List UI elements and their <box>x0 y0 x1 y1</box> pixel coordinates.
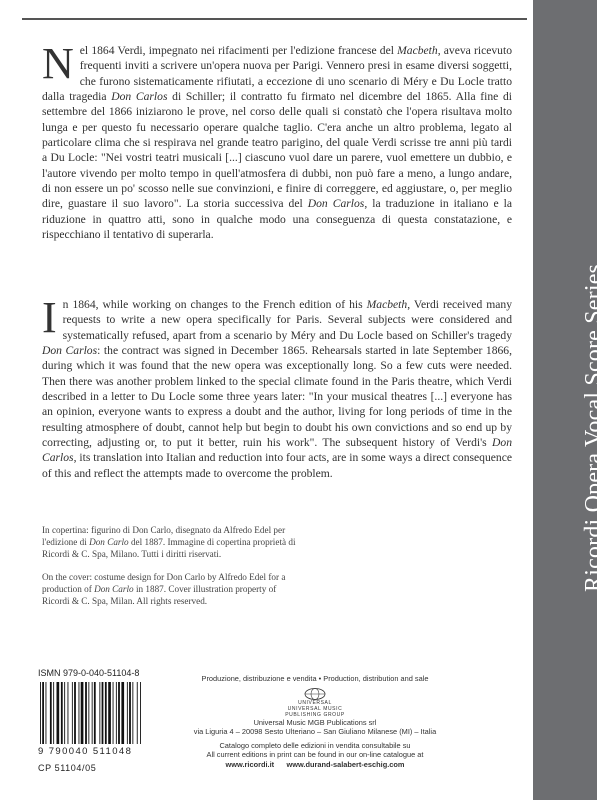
text-segment: in 1887. Cover illustration property of Ricordi & C. Spa, Milan. All rights reserved. <box>42 584 277 606</box>
text-segment: In copertina: figurino di Don Carlo, disegnato da Alfredo Edel per l'edizione di <box>42 525 286 547</box>
title-don-carlos: Don Carlos <box>42 436 512 465</box>
barcode-bar <box>42 682 44 744</box>
logo-subline: UNIVERSAL MUSIC <box>287 705 343 712</box>
barcode-bar <box>102 682 104 744</box>
barcode-bar <box>113 682 114 744</box>
barcode-bar <box>105 682 107 744</box>
barcode-bar <box>99 682 100 744</box>
barcode-bar <box>116 682 117 744</box>
catalogue-note-italian: Catalogo completo delle edizioni in vendita consultabile su <box>219 740 411 750</box>
title-don-carlo: Don Carlo <box>89 537 129 547</box>
barcode-bar <box>140 682 141 744</box>
text-segment: di Schiller; il contratto fu firmato nel dicembre del 1865. Alla fine di settembre del 1866 iniziarono le prove, nel corso delle quali si constatò che l'opera risultava molto lunga e per questo fu necessario operare qualche taglio. C'era anche un altro problema, legato al particolare clima che si respirava nel grande teatro parigino, del quale Verdi scrisse tre anni più tardi a Du Locle: "Nei vostri teatri musicali [...] ciascuno vuol dare un parere, vuol emettere un dubbio, e l'autore vivendo per molto tempo in quell'atmosfera di dubbi, non può fare a meno, a lungo andare, di non essere un po' scosso nelle sue convinzioni, e finire di correggere, ed aggiustare, o, per meglio dire, guastare il suo lavoro". La storia successiva del <box>42 90 512 211</box>
catalogue-note-english: All current editions in print can be found in our on-line catalogue at <box>206 750 424 760</box>
publisher-info <box>170 674 460 770</box>
barcode-bar <box>121 682 124 744</box>
barcode-bar <box>127 682 128 744</box>
barcode-bar <box>85 682 87 744</box>
title-macbeth: Macbeth <box>366 298 408 311</box>
dropcap-italian: N <box>42 39 74 88</box>
series-sidebar <box>533 0 607 800</box>
distribution-line: Produzione, distribuzione e vendita • Production, distribution and sale <box>201 674 429 683</box>
barcode-bar <box>118 682 120 744</box>
barcode-bar <box>79 682 80 744</box>
barcode-bar <box>46 682 47 744</box>
text-segment: el 1864 Verdi, impegnato nei rifacimenti per l'edizione francese del <box>79 44 398 57</box>
barcode-bar <box>72 682 73 744</box>
barcode-bar <box>108 682 111 744</box>
logo-wordmark: UNIVERSAL <box>298 699 332 706</box>
english-text <box>42 293 513 481</box>
barcode-bar <box>94 682 96 744</box>
barcode-bar <box>40 682 41 744</box>
top-rule <box>22 18 527 20</box>
title-don-carlos: Don Carlos <box>42 344 98 358</box>
barcode-bar <box>53 682 54 744</box>
ricordi-link[interactable]: www.ricordi.it <box>225 759 275 769</box>
barcode-digits: 9 790040 511048 <box>38 746 133 757</box>
barcode-block <box>38 668 176 778</box>
barcode-bar <box>64 682 65 744</box>
barcode-bar <box>132 682 133 744</box>
text-segment: del 1887. Immagine di copertina proprietà di Ricordi & C. Spa, Milano. Tutti i diritti riservati. <box>42 537 296 559</box>
company-name: Universal Music MGB Publications srl <box>253 717 377 727</box>
barcode-bar <box>50 682 52 744</box>
text-segment: , Verdi received many requests to write a new opera specifically for Paris. Several subjects were considered and systematically refused, apart from a scenario by Méry and Du Locle based on Schiller's tragedy <box>62 298 513 342</box>
text-segment: : the contract was signed in December 1865. Rehearsals started in late September 1866, during which it was found that the new opera was exceptionally long. So a few cuts were needed. Then there was another problem linked to the special climate found in the Paris theatre, which Verdi described in a letter to Du Locle some three years later: "In your musical theatres [...] everyone has an opinion, everyone wants to express a doubt and the author, living for long periods of time in the resulting atmosphere of doubt, cannot help but begin to doubt his own convictions and so end up by correcting, adjusting or, to put it better, ruin his work". The subsequent history of Verdi's <box>42 344 512 450</box>
text-segment: , its translation into Italian and reduction into four acts, are in some ways a direct consequence of this and reflect the attempts made to overcome the problem. <box>42 451 512 480</box>
title-don-carlos: Don Carlos <box>111 90 168 104</box>
website-links <box>170 760 460 770</box>
durand-link[interactable]: www.durand-salabert-eschig.com <box>286 759 405 769</box>
text-segment: n 1864, while working on changes to the French edition of his <box>62 298 367 311</box>
barcode-bar <box>81 682 84 744</box>
barcode-bar <box>137 682 138 744</box>
title-macbeth: Macbeth <box>397 44 438 57</box>
barcode-bar <box>92 682 93 744</box>
catalogue-code: CP 51104/05 <box>38 763 97 773</box>
text-segment: , la traduzione in italiano e la riduzione in quattro atti, sono in qualche modo una conseguenza di questa constatazione, e rispecchiano il tentativo di superarla. <box>42 197 513 242</box>
dropcap-english: I <box>42 293 57 342</box>
series-title: Ricordi Opera Vocal Score Series <box>581 263 607 592</box>
barcode-bar <box>68 682 69 744</box>
text-segment: , aveva ricevuto frequenti inviti a scrivere un'opera nuova per Parigi. Vennero presi in esame diversi soggetti, che furono sistematicamente rifiutati, a eccezione di uno scenario di Méry e Du Locle tratto dalla tragedia <box>42 44 512 104</box>
cover-credit-english <box>42 571 302 607</box>
title-don-carlo: Don Carlo <box>94 584 134 594</box>
barcode-bar <box>129 682 131 744</box>
barcode-bar <box>61 682 63 744</box>
globe-icon <box>304 688 326 700</box>
barcode-bar <box>57 682 60 744</box>
barcode-image <box>38 682 170 744</box>
barcode-bar <box>74 682 76 744</box>
italian-text <box>42 39 513 242</box>
text-segment: On the cover: costume design for Don Carlo by Alfredo Edel for a production of <box>42 572 286 594</box>
company-address: via Liguria 4 – 20098 Sesto Ulteriano – San Giuliano Milanese (MI) – Italia <box>193 727 437 737</box>
universal-logo <box>283 688 347 718</box>
logo-subline: PUBLISHING GROUP <box>285 711 345 718</box>
ismn-number: ISMN 979-0-040-51104-8 <box>38 668 140 678</box>
barcode-bar <box>88 682 89 744</box>
title-don-carlos: Don Carlos <box>307 197 365 211</box>
cover-credit-italian <box>42 524 302 560</box>
